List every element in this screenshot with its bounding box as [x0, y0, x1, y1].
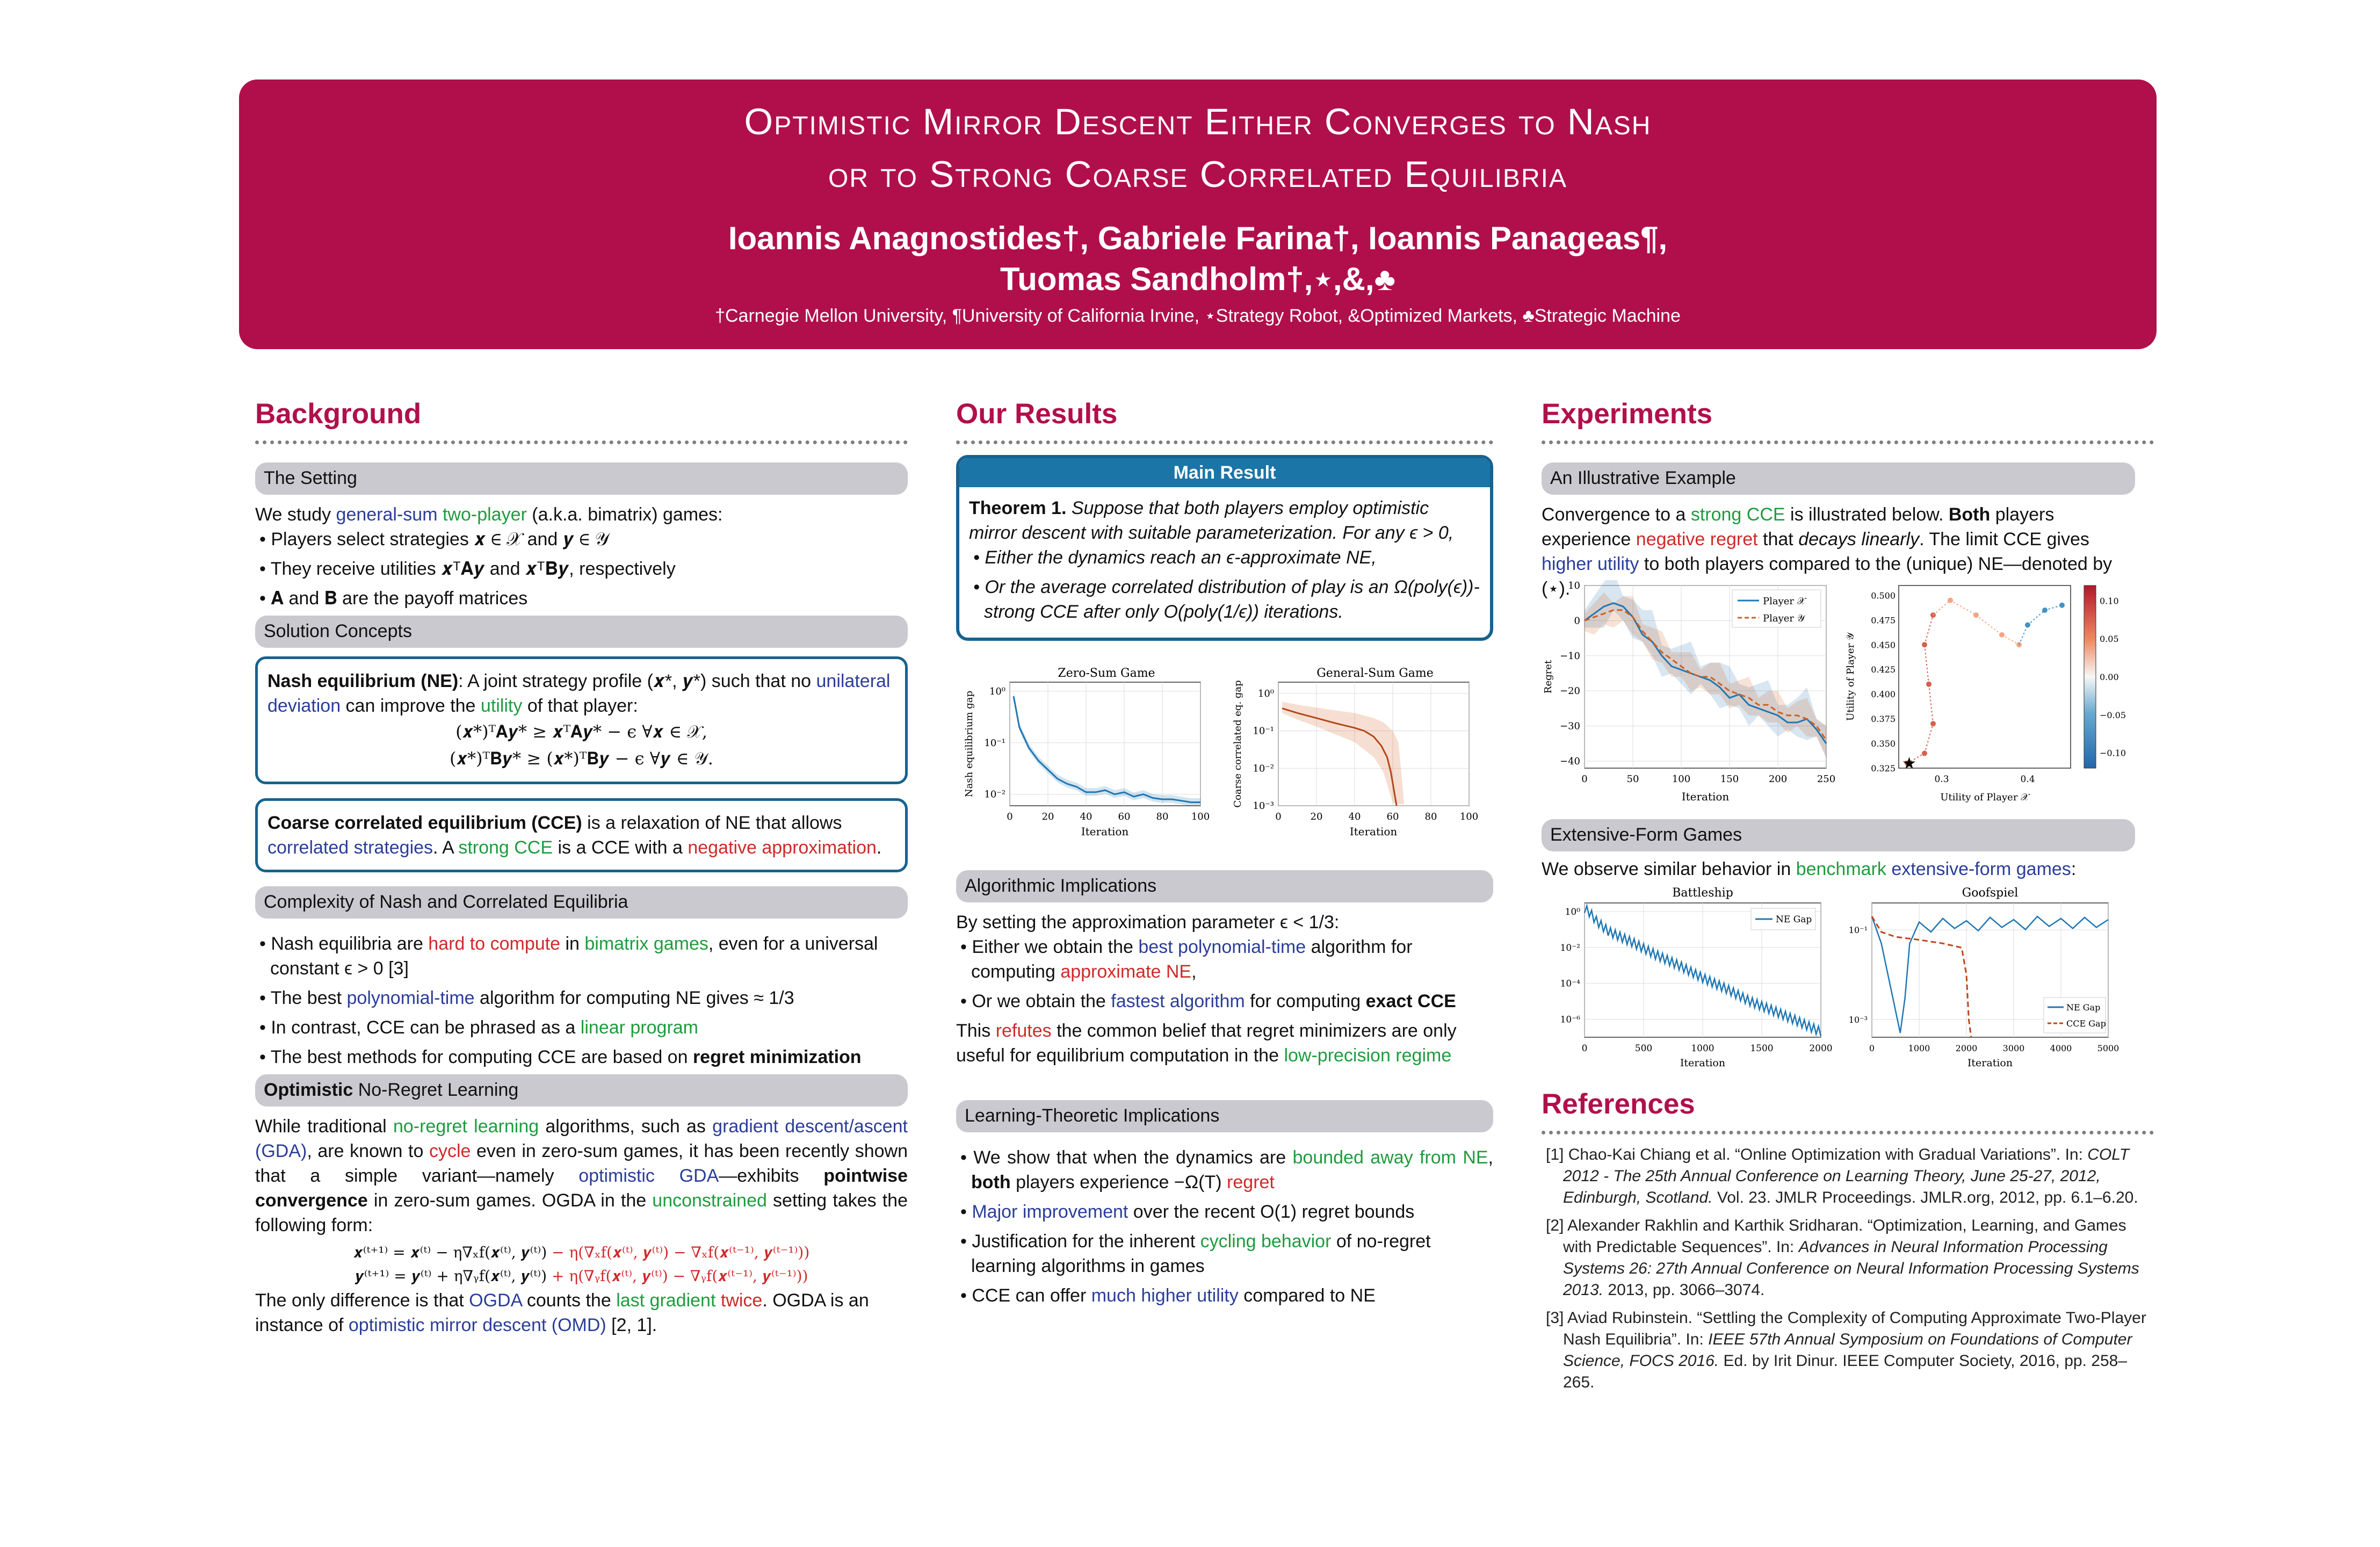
illustrative-pill: An Illustrative Example [1542, 462, 2135, 495]
text: —exhibits [719, 1166, 824, 1186]
ogda-equation-1 [255, 1241, 908, 1264]
text: even in zero-sum games, it has been recently shown that a simple variant—namely [255, 1141, 908, 1186]
x-tick-label: 0 [1007, 811, 1013, 822]
results-column [956, 397, 1493, 1306]
reference-3 [1542, 1307, 2154, 1393]
x-tick-label: 50 [1626, 774, 1639, 785]
legend-label: NE Gap [1776, 914, 1812, 925]
y-tick-label: 0.375 [1871, 714, 1896, 725]
goofspiel-chart [1845, 884, 2146, 1072]
y-axis-label: Nash equilibrium gap [964, 690, 975, 798]
x-tick-label: 0 [1869, 1043, 1875, 1053]
x-tick-label: 5000 [2097, 1043, 2119, 1053]
legend [1751, 908, 1815, 930]
x-tick-label: 20 [1310, 811, 1323, 822]
text: in [560, 934, 585, 954]
learning-theoretic-pill: Learning-Theoretic Implications [956, 1100, 1493, 1132]
higher-utility-term: higher utility [1542, 554, 1639, 574]
theorem-bullet-1: • Either the dynamics reach an ϵ-approximate NE, [969, 545, 1480, 570]
x-tick-label: 150 [1720, 774, 1739, 785]
colorbar [2084, 585, 2096, 768]
omd-term: optimistic mirror descent (OMD) [348, 1315, 606, 1335]
text: (a.k.a. bimatrix) games: [526, 504, 723, 525]
background-column [255, 397, 908, 1338]
text: . OGDA is an instance of [255, 1290, 869, 1335]
higher-utility-term: much higher utility [1091, 1285, 1239, 1306]
colorbar-tick-label: 0.00 [2100, 672, 2119, 682]
extensive-form-pill: Extensive-Form Games [1542, 819, 2135, 851]
text: The best [270, 988, 347, 1008]
negative-approx-term: negative approximation [688, 837, 877, 858]
text: Convergence to a [1542, 504, 1691, 525]
text: 𝒙⁽ᵗ⁺¹⁾ = 𝒙⁽ᵗ⁾ − η∇ₓf(𝒙⁽ᵗ⁾, 𝒚⁽ᵗ⁾) [353, 1244, 552, 1261]
text: for computing [1245, 991, 1366, 1011]
y-tick-label: 10⁻¹ [984, 737, 1005, 749]
ne-definition [267, 669, 895, 718]
low-precision-term: low-precision regime [1284, 1045, 1452, 1066]
authors [239, 218, 2157, 300]
text: This [956, 1021, 996, 1041]
text: players experience [1542, 504, 2055, 550]
algo-bullet-2 [956, 989, 1493, 1014]
section-divider [956, 440, 1493, 444]
ref-rest: 2013, pp. 3066–3074. [1603, 1281, 1765, 1299]
y-tick-label: 10⁻¹ [1848, 925, 1868, 936]
data-point [1999, 632, 2005, 638]
y-tick-label: 10⁻² [1253, 763, 1274, 775]
title-banner [239, 79, 2157, 349]
reference-2 [1542, 1215, 2154, 1301]
utility-chart [1845, 580, 2146, 806]
text: compared to NE [1238, 1285, 1376, 1306]
text: The only difference is that [255, 1290, 469, 1311]
decays-term: decays linearly [1798, 529, 1920, 550]
x-axis-label: Iteration [1680, 1057, 1726, 1069]
x-tick-label: 200 [1768, 774, 1788, 785]
x-axis-label: Iteration [1349, 825, 1398, 838]
ref-venue: IEEE 57th Annual Symposium on Foundations of Computer Science, FOCS 2016. [1563, 1331, 2132, 1370]
ref-text: Alexander Rakhlin and Karthik Sridharan. “Optimization, Learning, and Games with Predictable Sequences”. In: [1563, 1217, 2126, 1256]
cycle-term: cycle [429, 1141, 471, 1161]
chart-title: Goofspiel [1962, 886, 2019, 900]
text: . [876, 837, 882, 858]
gda-term: gradient descent/ascent (GDA) [255, 1116, 908, 1161]
experiments-heading: Experiments [1542, 398, 1713, 430]
refutes-term: refutes [995, 1021, 1052, 1041]
text: 𝒚⁽ᵗ⁺¹⁾ = 𝒚⁽ᵗ⁾ + η∇ᵧf(𝒙⁽ᵗ⁾, 𝒚⁽ᵗ⁾) [355, 1267, 552, 1285]
complexity-bullet-2 [255, 986, 908, 1010]
ne-term: Nash equilibrium (NE) [267, 671, 459, 691]
x-tick-label: 40 [1348, 811, 1361, 822]
y-tick-label: 10⁰ [989, 685, 1005, 697]
cce-term: Coarse correlated equilibrium (CCE) [267, 813, 582, 833]
section-divider [255, 440, 908, 444]
text: the common belief that regret minimizers are only useful for equilibrium computation in the [956, 1021, 1457, 1066]
x-tick-label: 3000 [2002, 1043, 2025, 1053]
colorbar-tick-label: −0.05 [2100, 710, 2126, 720]
section-divider [1542, 1131, 2154, 1134]
y-tick-label: 0.475 [1871, 615, 1896, 626]
legend [1732, 590, 1821, 627]
zero-sum-chart [961, 661, 1219, 849]
lt-bullet-4 [956, 1283, 1493, 1308]
theorem-bullet-2: • Or the average correlated distribution of play is an Ω(poly(ϵ))-strong CCE after only O(poly(1/ϵ)) iterations. [969, 575, 1480, 624]
colorbar-tick-label: 0.10 [2100, 596, 2119, 606]
references-heading: References [1542, 1088, 1695, 1120]
x-axis-label: Iteration [1967, 1057, 2013, 1069]
colorbar-ticks [2100, 596, 2126, 758]
nash-equilibrium-box [255, 656, 908, 784]
text: Justification for the inherent [972, 1231, 1200, 1252]
text: is illustrated below. [1785, 504, 1949, 525]
x-tick-label: 60 [1118, 811, 1131, 822]
utility-term: utility [480, 696, 523, 716]
y-tick-label: 0 [1574, 615, 1580, 627]
lp-term: linear program [580, 1017, 699, 1038]
text: algorithms, such as [539, 1116, 713, 1137]
x-tick-label: 1500 [1750, 1043, 1774, 1054]
complexity-pill: Complexity of Nash and Correlated Equilibria [255, 886, 908, 919]
hard-term: hard to compute [428, 934, 560, 954]
text: − η(∇ₓf(𝒙⁽ᵗ⁾, 𝒚⁽ᵗ⁾) − ∇ₓf(𝒙⁽ᵗ⁻¹⁾, 𝒚⁽ᵗ⁻¹⁾)) [552, 1244, 810, 1261]
y-tick-label: 10⁰ [1565, 906, 1580, 917]
legend-label-cce: CCE Gap [2066, 1018, 2106, 1029]
x-tick-label: 2000 [1809, 1043, 1833, 1054]
text: No-Regret Learning [353, 1080, 519, 1100]
legend [2044, 997, 2106, 1033]
optimistic-pill [255, 1074, 908, 1107]
pointwise-term: pointwise convergence [255, 1166, 908, 1211]
y-tick-label: 10⁰ [1257, 688, 1274, 699]
cycling-term: cycling behavior [1200, 1231, 1332, 1252]
main-result-box [956, 455, 1493, 641]
lt-bullet-2 [956, 1199, 1493, 1224]
text: can improve the [341, 696, 481, 716]
text: that [1757, 529, 1799, 550]
text: is a CCE with a [553, 837, 688, 858]
setting-intro [255, 502, 908, 527]
poly-term: polynomial-time [346, 988, 475, 1008]
ref-num: [2] [1546, 1217, 1564, 1234]
y-tick-label: 0.425 [1871, 664, 1896, 675]
text: We observe similar behavior in [1542, 859, 1796, 879]
ref-num: [1] [1546, 1146, 1564, 1163]
text: setting takes the following form: [255, 1190, 908, 1235]
text: . The limit CCE gives [1919, 529, 2089, 550]
text: Optimistic [264, 1080, 353, 1100]
x-tick-label: 100 [1672, 774, 1691, 785]
y-tick-label: 0.350 [1871, 739, 1896, 749]
theorem-statement [969, 496, 1480, 545]
legend-label-y: Player 𝒴 [1763, 613, 1805, 624]
fastest-term: fastest algorithm [1111, 991, 1245, 1011]
unilateral-term: unilateral deviation [267, 671, 891, 716]
section-divider [1542, 440, 2154, 444]
complexity-bullet-3 [255, 1015, 908, 1040]
x-tick-label: 100 [1191, 811, 1210, 822]
y-tick-label: 0.325 [1871, 763, 1896, 774]
text: We study [255, 504, 336, 525]
x-tick-label: 0 [1581, 1043, 1588, 1054]
regret-term: regret [1227, 1172, 1275, 1192]
x-tick-label: 500 [1634, 1043, 1653, 1054]
setting-bullet-1: • Players select strategies 𝒙 ∈ 𝒳 and 𝒚 ∈ 𝒴 [255, 527, 908, 552]
text: . A [433, 837, 459, 858]
text: , [1488, 1147, 1493, 1168]
cce-box [255, 798, 908, 872]
x-tick-label: 20 [1041, 811, 1054, 822]
ref-venue: COLT 2012 - The 25th Annual Conference on Learning Theory, June 25-27, 2012, Edinburgh, Scotland. [1563, 1146, 2130, 1206]
ref-rest: Vol. 23. JMLR Proceedings. JMLR.org, 2012, pp. 6.1–6.20. [1712, 1189, 2138, 1206]
experiments-column [1542, 397, 2154, 1391]
background-heading: Background [255, 398, 422, 430]
x-tick-label: 0.3 [1934, 774, 1949, 785]
theorem-body [959, 487, 1490, 638]
x-tick-label: 100 [1459, 811, 1479, 822]
ref-num: [3] [1546, 1309, 1564, 1327]
chart-title: Zero-Sum Game [1058, 667, 1155, 680]
text: counts the [522, 1290, 617, 1311]
approx-ne-term: approximate NE [1060, 962, 1192, 982]
ogda-closing [255, 1288, 908, 1338]
y-tick-label: 10⁻² [984, 789, 1005, 800]
x-tick-label: 4000 [2050, 1043, 2072, 1053]
exact-cce-term: exact CCE [1365, 991, 1456, 1011]
y-axis-label: Utility of Player 𝒴 [1845, 633, 1856, 721]
efg-term: extensive-form games [1891, 859, 2071, 879]
benchmark-term: benchmark [1796, 859, 1886, 879]
setting-bullet-3: • 𝐀 and 𝐁 are the payoff matrices [255, 586, 908, 611]
y-tick-label: 0.450 [1871, 640, 1896, 650]
x-tick-label: 40 [1080, 811, 1093, 822]
text: to both players compared to the (unique) NE—denoted by (⋆). [1542, 554, 2113, 599]
setting-bullet-2: • They receive utilities 𝒙ᵀ𝐀𝒚 and 𝒙ᵀ𝐁𝒚, respectively [255, 556, 908, 581]
text: of that player: [522, 696, 638, 716]
strong-cce-term: strong CCE [458, 837, 553, 858]
x-tick-label: 1000 [1691, 1043, 1715, 1054]
efg-paragraph [1542, 857, 2135, 881]
text: In contrast, CCE can be phrased as a [271, 1017, 581, 1038]
algo-intro: By setting the approximation parameter ϵ < 1/3: [956, 912, 1340, 932]
authors-line-2: Tuomas Sandholm†,⋆,&,♣ [1000, 261, 1395, 297]
y-tick-label: 10⁻⁴ [1560, 978, 1580, 989]
text: , even for a universal constant ϵ > 0 [3] [270, 934, 878, 979]
best-poly-term: best polynomial-time [1138, 937, 1306, 957]
the-setting-pill: The Setting [255, 462, 908, 495]
x-tick-label: 0.4 [2020, 774, 2035, 785]
y-tick-label: 0.400 [1871, 689, 1896, 700]
bounded-term: bounded away from NE [1292, 1147, 1488, 1168]
y-tick-label: −10 [1560, 650, 1580, 662]
text: Suppose that both players employ optimistic mirror descent with suitable parameterization. For any ϵ > 0, [969, 498, 1454, 543]
algorithmic-pill: Algorithmic Implications [956, 870, 1493, 902]
text: [2, 1]. [606, 1315, 657, 1335]
ref-text: Chao-Kai Chiang et al. “Online Optimization with Gradual Variations”. In: [1568, 1146, 2088, 1163]
ref-venue: Advances in Neural Information Processing Systems 26: 27th Annual Conference on Neural Information Processing Systems 2013. [1563, 1238, 2139, 1299]
algo-paragraph [956, 1018, 1493, 1068]
unconstrained-term: unconstrained [652, 1190, 767, 1211]
colorbar-tick-label: 0.05 [2100, 634, 2119, 645]
negative-regret-term: negative regret [1636, 529, 1758, 550]
data-point [2025, 623, 2030, 628]
text: , are known to [307, 1141, 429, 1161]
y-tick-label: −20 [1560, 685, 1580, 697]
x-tick-label: 80 [1424, 811, 1437, 822]
text: over the recent O(1) regret bounds [1128, 1202, 1415, 1222]
ref-text: Aviad Rubinstein. “Settling the Complexity of Computing Approximate Two-Player Nash Equilibria”. In: [1563, 1309, 2146, 1348]
text: in zero-sum games. OGDA in the [367, 1190, 653, 1211]
text: + η(∇ᵧf(𝒙⁽ᵗ⁾, 𝒚⁽ᵗ⁾) − ∇ᵧf(𝒙⁽ᵗ⁻¹⁾, 𝒚⁽ᵗ⁻¹⁾)) [552, 1267, 808, 1285]
y-axis-label: Coarse correlated eq. gap [1232, 680, 1243, 808]
y-tick-label: 10⁻² [1560, 942, 1580, 953]
ogda-term: optimistic GDA [578, 1166, 719, 1186]
x-tick-label: 250 [1817, 774, 1836, 785]
major-term: Major improvement [972, 1202, 1128, 1222]
poster-title [239, 96, 2157, 201]
text: players experience −Ω(T) [1010, 1172, 1227, 1192]
text [1886, 859, 1891, 879]
general-sum-chart [1230, 661, 1488, 849]
y-axis-label: Regret [1543, 660, 1554, 694]
text: : [2071, 859, 2077, 879]
ogda-term: OGDA [469, 1290, 522, 1311]
algorithmic-section [956, 870, 1493, 1313]
y-tick-label: 10 [1568, 580, 1580, 591]
title-line-2: or to Strong Coarse Correlated Equilibria [828, 154, 1567, 195]
both-term: both [971, 1172, 1011, 1192]
two-player-term: two-player [442, 504, 527, 525]
text: , [1191, 962, 1197, 982]
references-section [1542, 1088, 2154, 1400]
y-tick-label: 10⁻³ [1253, 800, 1274, 812]
text: Or we obtain the [972, 991, 1111, 1011]
ne-star-marker: ★ [1902, 754, 1916, 773]
optimistic-paragraph [255, 1114, 908, 1238]
y-tick-label: 10⁻⁶ [1560, 1014, 1580, 1025]
text: algorithm for computing NE gives ≈ 1/3 [474, 988, 794, 1008]
x-axis-label: Utility of Player 𝒳 [1940, 792, 2029, 803]
y-tick-label: 10⁻¹ [1253, 725, 1274, 737]
chart-title: General-Sum Game [1316, 667, 1434, 680]
results-heading: Our Results [956, 398, 1118, 430]
text: Either we obtain the [972, 937, 1139, 957]
battleship-chart [1542, 884, 1842, 1072]
complexity-bullet-4 [255, 1045, 908, 1069]
text: The best methods for computing CCE are based on [270, 1047, 693, 1067]
text: : A joint strategy profile (𝒙*, 𝒚*) such that no [458, 671, 816, 691]
ref-rest: Ed. by Irit Dinur. IEEE Computer Society, 2016, pp. 258–265. [1563, 1352, 2127, 1391]
twice-term: twice [715, 1290, 763, 1311]
general-sum-term: general-sum [336, 504, 438, 525]
lt-bullet-3 [956, 1229, 1493, 1278]
ogda-equation-2 [255, 1264, 908, 1288]
lt-bullet-1 [956, 1145, 1493, 1195]
last-gradient-term: last gradient [616, 1290, 716, 1311]
rm-term: regret minimization [692, 1047, 862, 1067]
text: CCE can offer [972, 1285, 1091, 1306]
bimatrix-term: bimatrix games [584, 934, 708, 954]
affiliations: †Carnegie Mellon University, ¶University of California Irvine, ⋆Strategy Robot, &Optimized Markets, ♣Strategic Machine [715, 306, 1681, 326]
y-tick-label: −40 [1560, 755, 1580, 767]
solution-concepts-pill: Solution Concepts [255, 616, 908, 648]
text: is a relaxation of NE that allows [582, 813, 842, 833]
x-axis-label: Iteration [1681, 790, 1730, 803]
colorbar-tick-label: −0.10 [2100, 748, 2126, 758]
text: We show that when the dynamics are [973, 1147, 1293, 1168]
ne-equation-1: (𝒙*)ᵀ𝐀𝒚* ≥ 𝒙ᵀ𝐀𝒚* − ϵ ∀𝒙 ∈ 𝒳, [455, 721, 707, 742]
y-tick-label: −30 [1560, 720, 1580, 732]
chart-title: Battleship [1672, 886, 1733, 900]
correlated-term: correlated strategies [267, 837, 433, 858]
text: While traditional [255, 1116, 393, 1137]
legend-label-x: Player 𝒳 [1763, 596, 1806, 607]
no-regret-term: no-regret learning [393, 1116, 539, 1137]
authors-line-1: Ioannis Anagnostides†, Gabriele Farina†, Ioannis Panageas¶, [728, 220, 1668, 256]
main-result-title: Main Result [959, 458, 1490, 487]
ne-equation-2: (𝒙*)ᵀ𝐁𝒚* ≥ (𝒙*)ᵀ𝐁𝒚 − ϵ ∀𝒚 ∈ 𝒴. [450, 748, 713, 769]
theorem-label: Theorem 1. [969, 498, 1067, 518]
title-line-1: Optimistic Mirror Descent Either Converges to Nash [744, 101, 1652, 142]
y-tick-label: 0.500 [1871, 590, 1896, 601]
plot-area [1899, 585, 2071, 768]
legend-label-ne: NE Gap [2066, 1002, 2101, 1013]
text: algorithm for computing [971, 937, 1413, 982]
x-tick-label: 2000 [1955, 1043, 1978, 1053]
y-tick-label: 10⁻³ [1848, 1014, 1868, 1025]
x-tick-label: 80 [1156, 811, 1169, 822]
x-tick-label: 0 [1581, 774, 1588, 785]
x-tick-label: 1000 [1908, 1043, 1930, 1053]
regret-chart [1542, 580, 1842, 806]
text: Nash equilibria are [271, 934, 429, 954]
algo-bullet-1 [956, 935, 1493, 984]
text: of no-regret learning algorithms in games [971, 1231, 1431, 1276]
x-tick-label: 0 [1275, 811, 1282, 822]
complexity-bullet-1 [255, 931, 908, 981]
both-term: Both [1948, 504, 1991, 525]
x-axis-label: Iteration [1081, 825, 1129, 838]
reference-1 [1542, 1144, 2154, 1209]
x-tick-label: 60 [1386, 811, 1399, 822]
strong-cce-term: strong CCE [1690, 504, 1785, 525]
